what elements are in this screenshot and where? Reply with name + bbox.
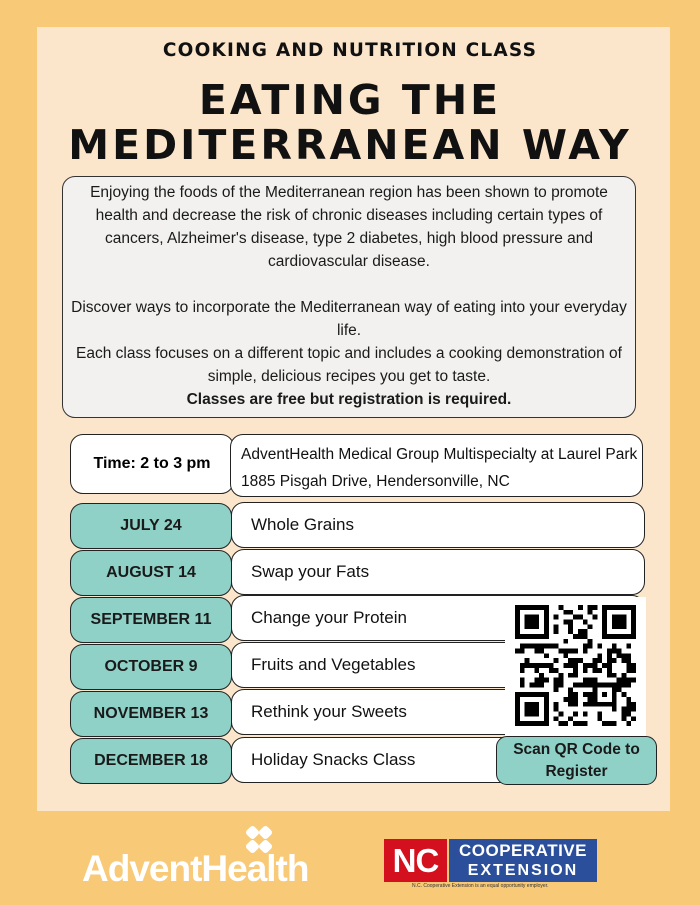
- topic-row: Change your Protein: [231, 595, 645, 641]
- intro-paragraph-3: Each class focuses on a different topic and includes a cooking demonstration of simple, delicious recipes you get to taste.: [76, 345, 622, 385]
- title-line-1: EATING THE: [198, 76, 502, 124]
- nc-mark: NC: [384, 839, 447, 882]
- intro-paragraph-1: Enjoying the foods of the Mediterranean region has been shown to promote health and decrease the risk of chronic diseases including certain types of cancers, Alzheimer's disease, type 2 diabetes, high blood pressure and cardiovascular disease.: [90, 184, 608, 270]
- location-address: 1885 Pisgah Drive, Hendersonville, NC: [241, 473, 510, 490]
- qr-code-icon[interactable]: [505, 597, 646, 737]
- intro-paragraph-2: Discover ways to incorporate the Mediterranean way of eating into your everyday life.: [71, 299, 627, 339]
- class-subtitle: COOKING AND NUTRITION CLASS: [162, 40, 538, 61]
- location-box: [230, 434, 643, 497]
- topic-row: Swap your Fats: [231, 549, 645, 595]
- date-badge: SEPTEMBER 11: [70, 597, 232, 643]
- location-name: AdventHealth Medical Group Multispecialty at Laurel Park: [241, 446, 638, 463]
- extension-line-2: EXTENSION: [467, 862, 579, 879]
- intro-box: [62, 176, 636, 418]
- nc-cooperative-extension-logo: [384, 839, 597, 889]
- date-badge: AUGUST 14: [70, 550, 232, 596]
- title-line-2: MEDITERRANEAN WAY: [68, 121, 632, 169]
- date-badge: JULY 24: [70, 503, 232, 549]
- extension-line-1: COOPERATIVE: [459, 841, 587, 860]
- topic-row: Whole Grains: [231, 502, 645, 548]
- date-badge: DECEMBER 18: [70, 738, 232, 784]
- topic-row: Rethink your Sweets: [231, 689, 645, 735]
- topic-row: Fruits and Vegetables: [231, 642, 645, 688]
- extension-wordmark: [449, 839, 597, 882]
- registration-note: Classes are free but registration is required.: [186, 391, 512, 408]
- date-badge: OCTOBER 9: [70, 644, 232, 690]
- adventhealth-wordmark: AdventHealth: [82, 848, 309, 889]
- adventhealth-logo: [82, 824, 327, 889]
- extension-tagline: N.C. Cooperative Extension is an equal opportunity employer.: [412, 883, 549, 889]
- date-badge: NOVEMBER 13: [70, 691, 232, 737]
- scan-qr-register-button[interactable]: Scan QR Code to Register: [496, 736, 657, 785]
- time-badge: Time: 2 to 3 pm: [70, 434, 234, 494]
- topic-row: Holiday Snacks Class: [231, 737, 645, 783]
